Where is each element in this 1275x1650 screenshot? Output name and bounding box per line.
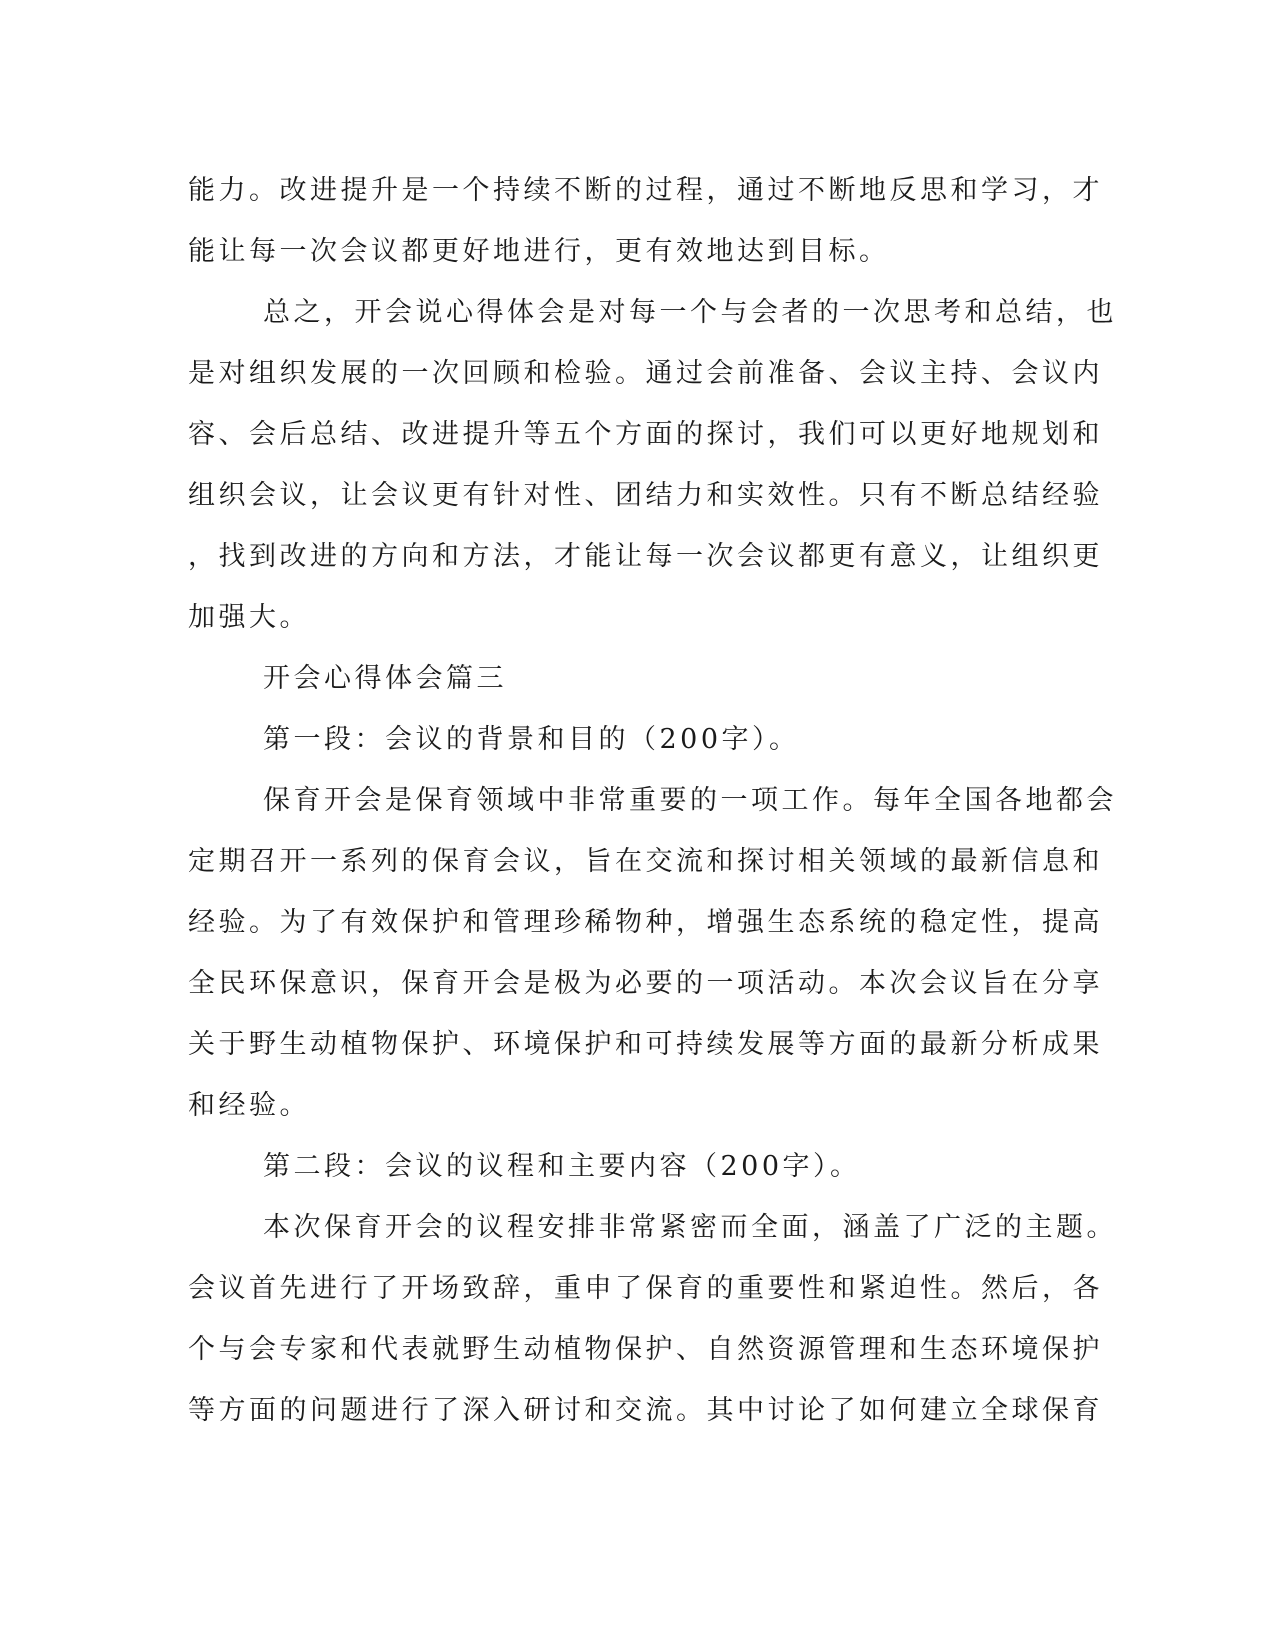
document-text-body <box>188 160 1117 1441</box>
section-heading: 第一段：会议的背景和目的（200字）。 <box>263 724 800 755</box>
text-line: 组织会议，让会议更有针对性、团结力和实效性。只有不断总结经验 <box>188 480 1103 511</box>
text-line: 能让每一次会议都更好地进行，更有效地达到目标。 <box>188 236 890 267</box>
text-line: 和经验。 <box>188 1090 310 1121</box>
text-line: 容、会后总结、改进提升等五个方面的探讨，我们可以更好地规划和 <box>188 419 1103 450</box>
paragraph-start-line: 本次保育开会的议程安排非常紧密而全面，涵盖了广泛的主题。 <box>263 1212 1117 1243</box>
text-line: 加强大。 <box>188 602 310 633</box>
paragraph-start-line: 总之，开会说心得体会是对每一个与会者的一次思考和总结，也 <box>263 297 1117 328</box>
section-title: 开会心得体会篇三 <box>263 663 507 694</box>
text-line: 个与会专家和代表就野生动植物保护、自然资源管理和生态环境保护 <box>188 1334 1103 1365</box>
text-line: 等方面的问题进行了深入研讨和交流。其中讨论了如何建立全球保育 <box>188 1395 1103 1426</box>
text-line: 经验。为了有效保护和管理珍稀物种，增强生态系统的稳定性，提高 <box>188 907 1103 938</box>
text-line: 定期召开一系列的保育会议，旨在交流和探讨相关领域的最新信息和 <box>188 846 1103 877</box>
text-line: 会议首先进行了开场致辞，重申了保育的重要性和紧迫性。然后，各 <box>188 1273 1103 1304</box>
text-line: ，找到改进的方向和方法，才能让每一次会议都更有意义，让组织更 <box>188 541 1103 572</box>
paragraph-start-line: 保育开会是保育领域中非常重要的一项工作。每年全国各地都会 <box>263 785 1117 816</box>
text-line: 能力。改进提升是一个持续不断的过程，通过不断地反思和学习，才 <box>188 175 1103 206</box>
text-line: 是对组织发展的一次回顾和检验。通过会前准备、会议主持、会议内 <box>188 358 1103 389</box>
section-heading: 第二段：会议的议程和主要内容（200字）。 <box>263 1151 861 1182</box>
text-line: 关于野生动植物保护、环境保护和可持续发展等方面的最新分析成果 <box>188 1029 1103 1060</box>
text-line: 全民环保意识，保育开会是极为必要的一项活动。本次会议旨在分享 <box>188 968 1103 999</box>
